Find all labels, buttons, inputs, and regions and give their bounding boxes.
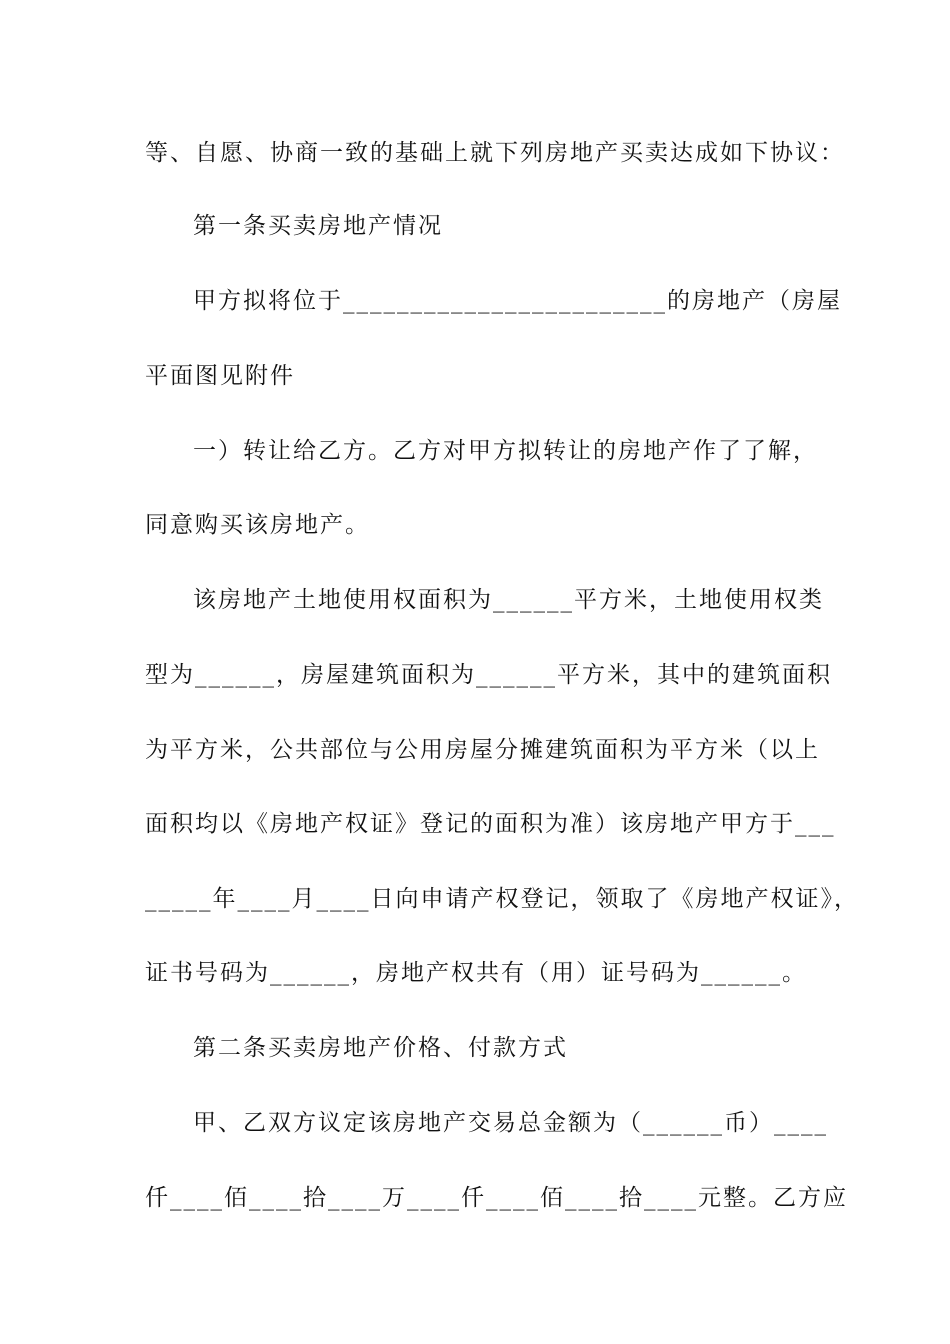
article-heading: 第二条买卖房地产价格、付款方式 — [193, 1035, 568, 1061]
text-line: _____年____月____日向申请产权登记，领取了《房地产权证》， — [145, 886, 859, 912]
text-line: 甲方拟将位于________________________的房地产（房屋 — [193, 288, 842, 314]
text-line: 该房地产土地使用权面积为______平方米，土地使用权类 — [193, 587, 824, 613]
text-line: 型为______，房屋建筑面积为______平方米，其中的建筑面积 — [145, 662, 832, 688]
text-line: 等、自愿、协商一致的基础上就下列房地产买卖达成如下协议： — [145, 140, 845, 166]
text-line: 平面图见附件 — [145, 363, 295, 389]
text-line: 仟____佰____拾____万____仟____佰____拾____元整。乙方应 — [145, 1185, 848, 1211]
text-line: 面积均以《房地产权证》登记的面积为准）该房地产甲方于___ — [145, 811, 836, 837]
text-line: 甲、乙双方议定该房地产交易总金额为（______币）____ — [193, 1110, 828, 1136]
article-heading: 第一条买卖房地产情况 — [193, 213, 443, 239]
text-line: 同意购买该房地产。 — [145, 512, 370, 538]
text-line: 证书号码为______，房地产权共有（用）证号码为______。 — [145, 960, 807, 986]
text-line: 为平方米，公共部位与公用房屋分摊建筑面积为平方米（以上 — [145, 737, 820, 763]
text-line: 一）转让给乙方。乙方对甲方拟转让的房地产作了了解， — [193, 438, 818, 464]
